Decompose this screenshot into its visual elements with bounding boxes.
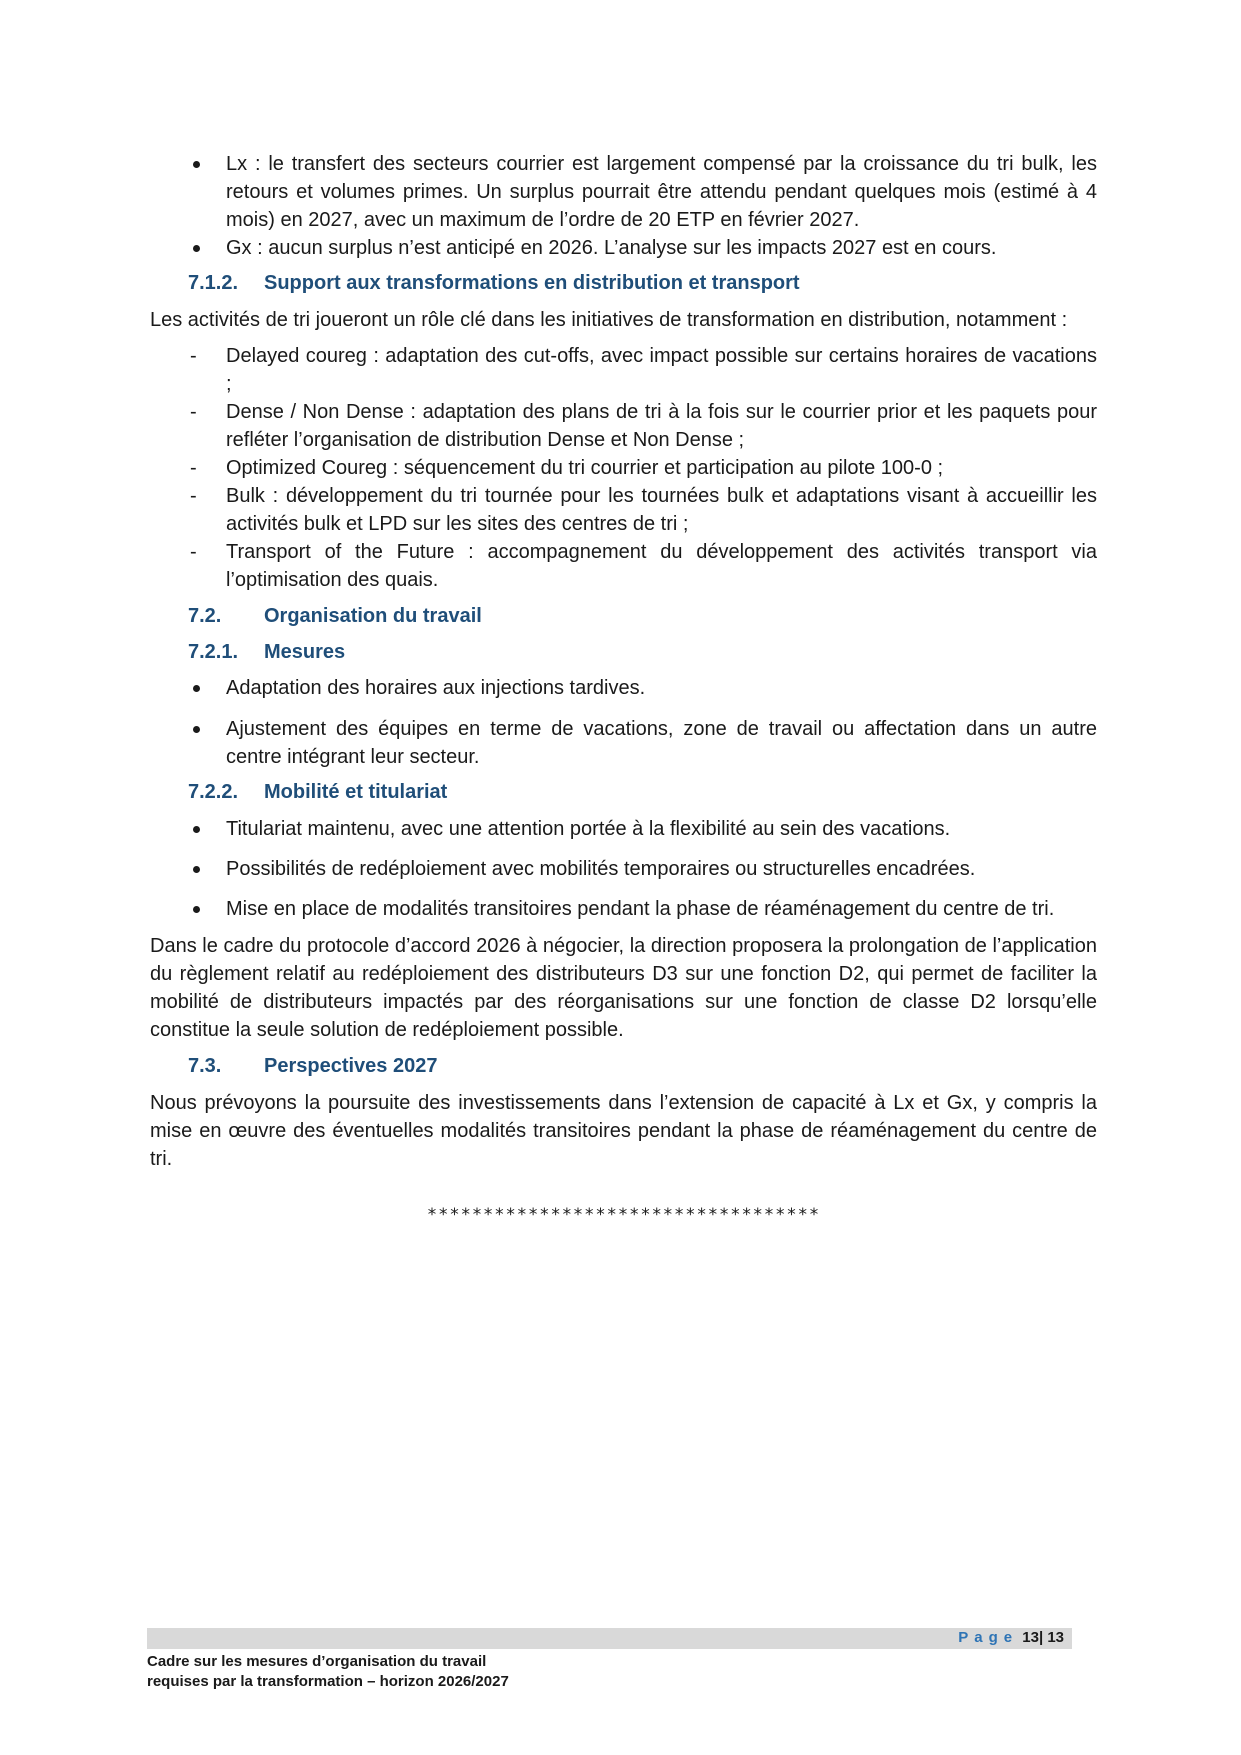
- list-item: - Dense / Non Dense : adaptation des plans de tri à la fois sur le courrier prior et les paquets pour refléter l’organisation de distribution Dense et Non Dense ;: [150, 398, 1097, 454]
- page-number: Page 13| 13: [958, 1629, 1064, 1646]
- divider: ***********************************: [426, 1205, 821, 1225]
- document-body: [150, 150, 1097, 1225]
- page-footer: [147, 1628, 1072, 1692]
- list-item: Ajustement des équipes en terme de vacations, zone de travail ou affectation dans un autre centre intégrant leur secteur.: [226, 718, 1097, 768]
- mesures-list: [150, 674, 1097, 771]
- list-item: Gx : aucun surplus n’est anticipé en 2026. L’analyse sur les impacts 2027 est en cours.: [226, 237, 997, 259]
- paragraph: Nous prévoyons la poursuite des investissements dans l’extension de capacité à Lx et Gx, y compris la mise en œuvre des éventuelles modalités transitoires pendant la phase de réaménagement du centre de tri.: [150, 1092, 1097, 1170]
- paragraph: Dans le cadre du protocole d’accord 2026 à négocier, la direction proposera la prolongation de l’application du règlement relatif au redéploiement des distributeurs D3 sur une fonction D2, qui permet de faciliter la mobilité de distributeurs impactés par des réorganisations sur une fonction de classe D2 lorsqu’elle constitue la seule solution de redéploiement possible.: [150, 935, 1097, 1041]
- section-heading-7-2: 7.2. Organisation du travail: [188, 605, 482, 627]
- list-item: Possibilités de redéploiement avec mobilités temporaires ou structurelles encadrées.: [226, 858, 976, 880]
- dash-marker: -: [190, 401, 197, 423]
- dash-list: [150, 342, 1097, 594]
- footer-title: Cadre sur les mesures d’organisation du travail requises par la transformation – horizon 2026/2027: [147, 1653, 509, 1690]
- list-item: Lx : le transfert des secteurs courrier est largement compensé par la croissance du tri bulk, les retours et volumes primes. Un surplus pourrait être attendu pendant quelques mois (estimé à 4 mois) en 2027, avec un maximum de l’ordre de 20 ETP en février 2027.: [226, 153, 1097, 231]
- section-heading-7-2-1: 7.2.1. Mesures: [188, 641, 346, 663]
- section-heading-7-1-2: 7.1.2. Support aux transformations en distribution et transport: [188, 272, 800, 294]
- section-heading-7-3: 7.3. Perspectives 2027: [188, 1055, 438, 1077]
- dash-marker: -: [190, 541, 197, 563]
- section-heading-7-2-2: 7.2.2. Mobilité et titulariat: [188, 781, 448, 803]
- list-item: - Optimized Coureg : séquencement du tri courrier et participation au pilote 100-0 ;: [150, 454, 1097, 482]
- list-item: - Transport of the Future : accompagnement du développement des activités transport via l’optimisation des quais.: [150, 538, 1097, 594]
- dash-marker: -: [190, 345, 197, 367]
- paragraph: Les activités de tri joueront un rôle clé dans les initiatives de transformation en distribution, notamment :: [150, 309, 1068, 331]
- footer-bar: [147, 1628, 1072, 1649]
- list-item: - Delayed coureg : adaptation des cut-offs, avec impact possible sur certains horaires de vacations ;: [150, 342, 1097, 398]
- list-item: Adaptation des horaires aux injections tardives.: [226, 677, 646, 699]
- list-item: Mise en place de modalités transitoires pendant la phase de réaménagement du centre de tri.: [226, 898, 1055, 920]
- dash-marker: -: [190, 485, 197, 507]
- list-item: Titulariat maintenu, avec une attention portée à la flexibilité au sein des vacations.: [226, 818, 951, 840]
- top-bullet-list: [150, 150, 1097, 262]
- mobilite-list: [150, 815, 1097, 923]
- list-item: - Bulk : développement du tri tournée pour les tournées bulk et adaptations visant à accueillir les activités bulk et LPD sur les sites des centres de tri ;: [150, 482, 1097, 538]
- dash-marker: -: [190, 457, 197, 479]
